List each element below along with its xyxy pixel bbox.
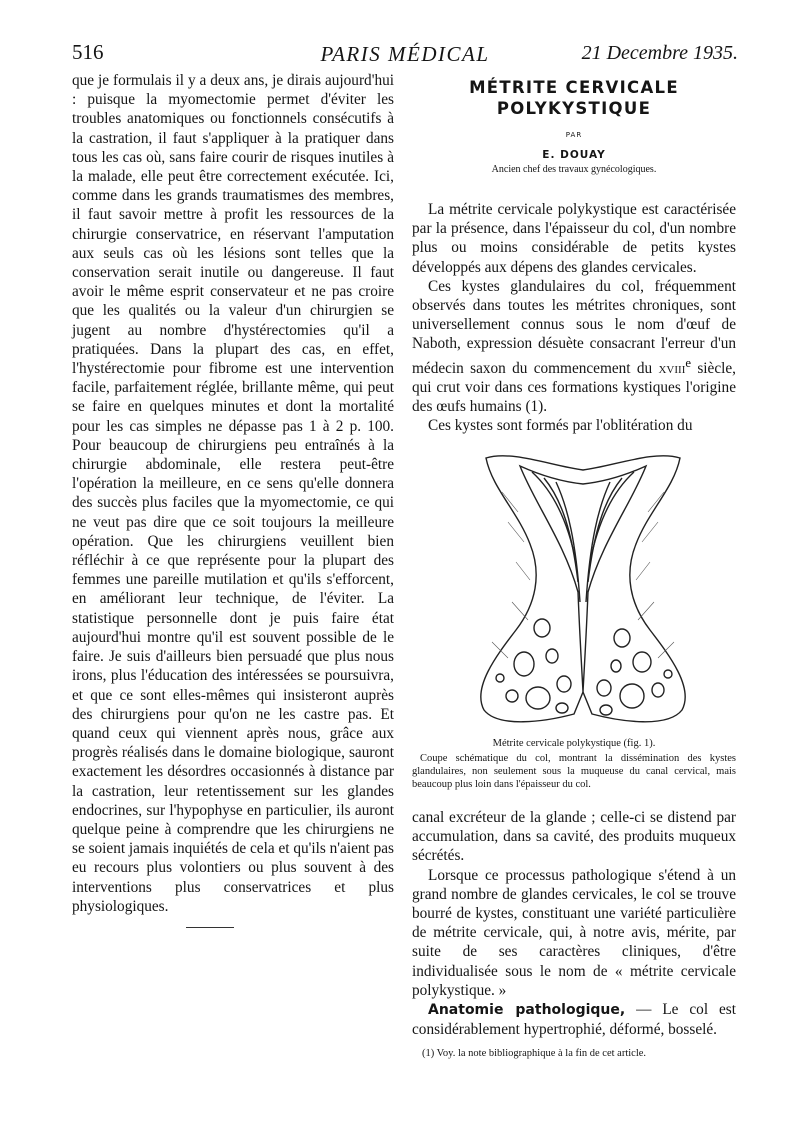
section-text: — Le col est considérablement hypertrophié, déformé, bosselé. (412, 1001, 736, 1039)
paragraph-2-start: Ces kystes glandulaires du col, fréquemment observés dans toutes les métrites chroniques, sont universellement connus sous le nom d'œuf de Naboth, expression désuète consacrant l'erreur d'un médecin saxon du commencement du (412, 277, 736, 377)
century-numeral: xviii (658, 359, 686, 377)
figure-caption-body: Coupe schématique du col, montrant la dissémination des kystes glandulaires, non seulement sous la muqueuse du canal cervical, mais beaucoup plus loin dans l'épaisseur du col. (412, 753, 736, 790)
article-heading (412, 77, 736, 175)
figure-caption-title: Métrite cervicale polykystique (fig. 1). (492, 738, 656, 749)
paragraph-4: canal excréteur de la glande ; celle-ci se distend par accumulation, dans sa cavité, des produits muqueux sécrétés. (412, 809, 736, 865)
paragraph-2 (412, 277, 736, 417)
article-title-line-1: MÉTRITE CERVICALE (469, 78, 679, 97)
footnote: (1) Voy. la note bibliographique à la fin de cet article. (422, 1048, 647, 1059)
paragraph-1: La métrite cervicale polykystique est caractérisée par la présence, dans l'épaisseur du col, d'un nombre plus ou moins considérable de petits kystes développés aux dépens des glandes cervicales. (412, 201, 736, 276)
issue-date: 21 Decembre 1935. (581, 42, 738, 64)
author-affiliation: Ancien chef des travaux gynécologiques. (491, 164, 657, 175)
article-body-bottom (412, 808, 736, 1039)
end-rule (186, 927, 234, 928)
article-title (412, 77, 736, 119)
cervix-illustration (472, 452, 694, 732)
page-number: 516 (72, 40, 104, 64)
left-column-text: que je formulais il y a deux ans, je dirais aujourd'hui : puisque la myomectomie permet d'éviter les troubles anatomiques ou fonctionnels consécutifs à la castration, il faut s'appliquer à la pratiquer dans tous les cas où, sans faire courir de risques inutiles à la malade, elle peut être correctement exécutée. Ici, comme dans les grands traumatismes des membres, il faut savoir mettre à profit les ressources de la chirurgie conservatrice, en réservant l'amputation aux seuls cas où les lésions sont telles que la conservation serait inutile ou dangereuse. Il faut avoir le même esprit conservateur et ne pas croire que les qualités ou la valeur d'un chirurgien se jugent au nombre d'hystérectomies qu'il a pratiquées. Dans la plupart des cas, en effet, l'hystérectomie pour fibrome est une intervention facile, parfaitement réglée, brillante même, qui peut se faire en quelques minutes et dont la mortalité pour les cas simples ne dépasse pas 1 à 2 p. 100. Pour beaucoup de chirurgiens peu entraînés à la chirurgie abdominale, elle restera peut-être l'opération la meilleure, en ce sens qu'elle donnera des succès plus faciles que la myomectomie, ce qui ne veut pas dire que ce soit toujours la meilleure opération. Que les chirurgiens veuillent bien réfléchir à ce que représente pour la plupart des femmes une pareille mutilation et qu'ils s'efforcent, en améliorant leur technique, de l'éviter. La statistique personnelle dont je puis faire état aujourd'hui montre qu'il est souvent possible de le faire. Je suis d'ailleurs bien persuadé que plus nous irons, plus l'éducation des intéressées se poursuivra, et que ce sont elles-mêmes qui insisteront auprès des chirurgiens pour qu'on ne les castre pas. Et quand ceux qui viennent après nous, grâce aux progrès réalisés dans le domaine biologique, sauront exactement les désordres occasionnés à distance par la castration, leur retentissement sur les glandes endocrines, sur l'hypophyse en particulier, ils auront quelque peine à comprendre que les chirurgiens ne se soient jamais inquiétés de cela et qu'ils n'aient pas eu recours plus volontiers ou plus souvent à des interventions plus conservatrices et plus physiologiques. (72, 72, 394, 915)
article-body-top (412, 200, 736, 436)
journal-title: PARIS MÉDICAL (320, 42, 490, 66)
page-header (72, 40, 738, 70)
author-name: E. DOUAY (542, 149, 606, 161)
section-heading: Anatomie pathologique, (428, 1002, 626, 1019)
paragraph-5: Lorsque ce processus pathologique s'étend à un grand nombre de glandes cervicales, le col se trouve bourré de kystes, constituant une variété particulière de métrite cervicale, qui, à notre avis, mérite, par suite de ses caractères cliniques, d'être individualisée sous le nom de « métrite cervicale polykystique. » (412, 866, 736, 999)
by-label: PAR (565, 131, 583, 139)
paragraph-2-end: siècle, qui crut voir dans ces formations kystiques l'origine des œufs humains (1). (412, 359, 737, 416)
left-column (72, 71, 394, 916)
paragraph-6 (412, 1000, 736, 1039)
century-superscript: e (685, 355, 692, 370)
paragraph-3: Ces kystes sont formés par l'oblitération du (428, 417, 693, 435)
article-title-line-2: POLYKYSTIQUE (496, 99, 652, 118)
